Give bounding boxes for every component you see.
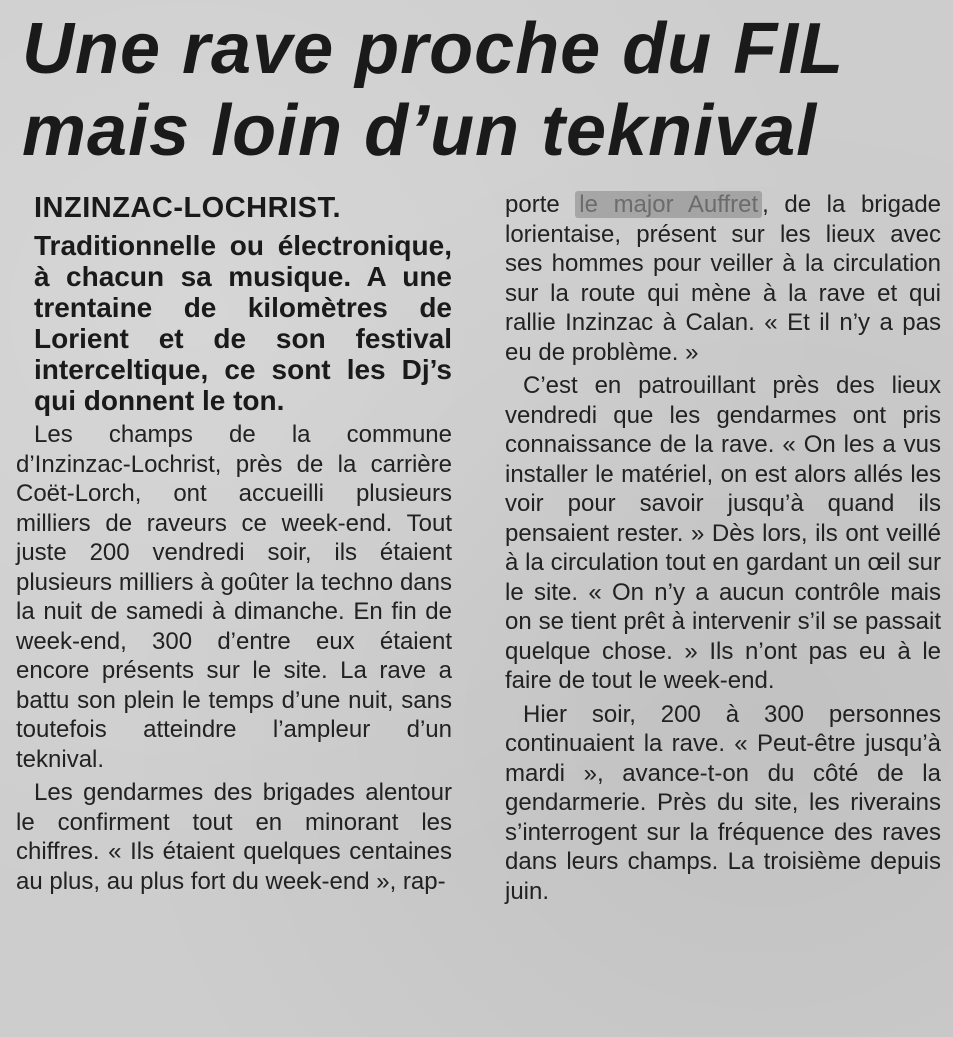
- dateline: INZINZAC-LOCHRIST.: [34, 192, 342, 224]
- headline-line-2: mais loin d’un teknival: [22, 91, 818, 171]
- article-column-right: [505, 190, 941, 906]
- headline-line-1: Une rave proche du FIL: [22, 9, 845, 89]
- body-paragraph: C’est en patrouillant près des lieux vendredi que les gendarmes ont pris connaissance de la rave. « On les a vus installer le matériel, on est alors allés les voir pour savoir jusqu’à quand ils pensaient rester. » Dès lors, ils ont veillé à la circulation tout en gardant un œil sur le site. « On n’y a aucun contrôle mais on se tient prêt à intervenir s’il se passait quelque chose. » Ils n’ont pas eu à le faire de tout le week-end.: [505, 372, 941, 694]
- article-column-left: [16, 190, 452, 896]
- body-paragraph: Les gendarmes des brigades alentour le confirment tout en minorant les chiffres. « Ils étaient quelques centaines au plus, au plus fort du week-end », rap-: [16, 779, 452, 895]
- body-paragraph: Hier soir, 200 à 300 personnes continuaient la rave. « Peut-être jusqu’à mardi », avance-t-on du côté de la gendarmerie. Près du site, les riverains s’interrogent sur la fréquence des raves dans leurs champs. La troisième depuis juin.: [505, 700, 941, 905]
- redacted-name: le major Auffret: [575, 191, 762, 218]
- body-paragraph: Les champs de la commune d’Inzinzac-Lochrist, près de la carrière Coët-Lorch, ont accueilli plusieurs milliers de raveurs ce week-end. Tout juste 200 vendredi soir, ils étaient plusieurs milliers à goûter la techno dans la nuit de samedi à dimanche. En fin de week-end, 300 d’entre eux étaient encore présents sur le site. La rave a battu son plein le temps d’une nuit, sans toutefois atteindre l’ampleur d’un teknival.: [16, 421, 452, 773]
- body-paragraph-continued: [505, 190, 941, 367]
- article-lede: Traditionnelle ou électronique, à chacun sa musique. A une trentaine de kilomètres de Lorient et de son festival interceltique, ce sont les Dj’s qui donnent le ton.: [34, 230, 452, 416]
- continued-text-end: , de la brigade lorientaise, présent sur les lieux avec ses hommes pour veiller à la circulation sur la route qui mène à la rave et qui rallie Inzinzac à Calan. « Et il n’y a pas eu de problème. »: [505, 191, 942, 366]
- headline: [22, 8, 942, 172]
- continued-text-start: porte: [505, 191, 576, 218]
